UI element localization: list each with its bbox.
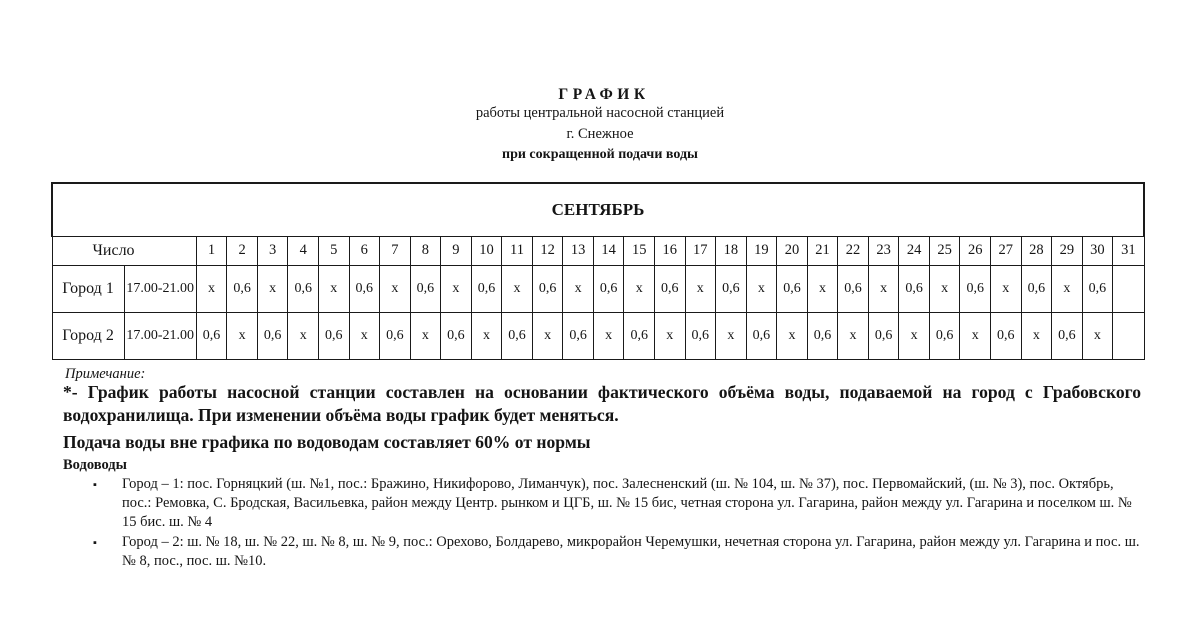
day-number: 25 — [929, 236, 960, 265]
time-cell: 17.00-​21.00 — [124, 312, 196, 359]
schedule-value-cell: х — [716, 312, 747, 359]
schedule-table — [51, 182, 1145, 360]
schedule-condition: при сокращенной подачи воды — [502, 147, 698, 162]
schedule-value-cell: 0,6 — [991, 312, 1022, 359]
schedule-value-cell: х — [746, 265, 777, 312]
day-number: 27 — [991, 236, 1022, 265]
water-main-item-city-1: Город – 1: пос. Горняцкий (ш. №1, пос.: Бражино, Никифорово, Лиманчук), пос. Залесненский (ш. № 104, ш. № 37), пос. Первомайский, (ш. № 3), пос. Октябрь, пос.: Ремовка, С. Бродская, Васильевка, район между Центр. рынком и ЦГБ, ш. № 15 бис, четная сторона ул. Гагарина, район между ул. Гагарина и поселком ш. № 15 бис. ш. № 4 — [122, 476, 1132, 530]
schedule-value-cell: 0,6 — [349, 265, 380, 312]
schedule-value-cell: х — [1052, 265, 1083, 312]
document-title: ГРАФИК — [558, 86, 650, 103]
month-header-cell — [52, 183, 1144, 236]
schedule-value-cell: 0,6 — [777, 265, 808, 312]
day-number: 23 — [868, 236, 899, 265]
schedule-value-cell: х — [1082, 312, 1113, 359]
schedule-value-cell: 0,6 — [868, 312, 899, 359]
schedule-value-cell: 0,6 — [1021, 265, 1052, 312]
day-number: 15 — [624, 236, 655, 265]
schedule-value-cell: х — [288, 312, 319, 359]
day-number: 30 — [1082, 236, 1113, 265]
schedule-value-cell: х — [257, 265, 288, 312]
day-number: 9 — [441, 236, 472, 265]
schedule-value-cell: 0,6 — [1052, 312, 1083, 359]
day-number: 12 — [532, 236, 563, 265]
city-name-cell: Город 2 — [52, 312, 124, 359]
schedule-value-cell: х — [807, 265, 838, 312]
schedule-value-cell: 0,6 — [685, 312, 716, 359]
schedule-value-cell: х — [532, 312, 563, 359]
schedule-value-cell: х — [838, 312, 869, 359]
schedule-value-cell: х — [991, 265, 1022, 312]
day-header-row — [52, 236, 1144, 265]
schedule-value-cell: 0,6 — [654, 265, 685, 312]
schedule-value-cell: 0,6 — [532, 265, 563, 312]
note-label: Примечание: — [65, 366, 146, 382]
table-row — [52, 265, 1144, 312]
schedule-value-cell — [1113, 312, 1144, 359]
schedule-value-cell: х — [471, 312, 502, 359]
bullet-icon: ▪ — [93, 537, 97, 549]
schedule-value-cell: х — [929, 265, 960, 312]
month-label: СЕНТЯБРЬ — [551, 199, 645, 219]
day-number: 21 — [807, 236, 838, 265]
day-number: 3 — [257, 236, 288, 265]
schedule-value-cell: 0,6 — [380, 312, 411, 359]
schedule-value-cell: 0,6 — [441, 312, 472, 359]
schedule-value-cell: х — [654, 312, 685, 359]
schedule-value-cell: х — [349, 312, 380, 359]
day-number: 7 — [380, 236, 411, 265]
schedule-value-cell: 0,6 — [471, 265, 502, 312]
table-row — [52, 312, 1144, 359]
schedule-value-cell: 0,6 — [288, 265, 319, 312]
schedule-value-cell: 0,6 — [593, 265, 624, 312]
schedule-note: *- График работы насосной станции составлен на основании фактического объёма воды, подаваемой на город с Грабовского водохранилища. При изменении объёма воды график будет меняться. — [63, 382, 1141, 425]
schedule-value-cell: х — [410, 312, 441, 359]
day-number: 22 — [838, 236, 869, 265]
schedule-value-cell: х — [899, 312, 930, 359]
schedule-value-cell: 0,6 — [1082, 265, 1113, 312]
schedule-value-cell: х — [777, 312, 808, 359]
day-number: 2 — [227, 236, 258, 265]
schedule-value-cell: х — [196, 265, 227, 312]
day-number: 28 — [1021, 236, 1052, 265]
document-subtitle: работы центральной насосной станцией — [475, 105, 725, 121]
schedule-value-cell — [1113, 265, 1144, 312]
schedule-value-cell: х — [624, 265, 655, 312]
day-number: 17 — [685, 236, 716, 265]
schedule-value-cell: х — [502, 265, 533, 312]
schedule-value-cell: 0,6 — [899, 265, 930, 312]
schedule-value-cell: х — [593, 312, 624, 359]
day-number: 13 — [563, 236, 594, 265]
schedule-value-cell: 0,6 — [227, 265, 258, 312]
day-number: 16 — [654, 236, 685, 265]
schedule-value-cell: 0,6 — [318, 312, 349, 359]
water-mains-heading: Водоводы — [63, 457, 127, 473]
water-main-item-city-2: Город – 2: ш. № 18, ш. № 22, ш. № 8, ш. № 9, пос.: Орехово, Болдарево, микрорайон Черемушки, нечетная сторона ул. Гагарина, район между ул. Гагарина и пос. ш. № 8, пос., пос. ш. №10. — [122, 534, 1140, 569]
time-cell: 17.00-​21.00 — [124, 265, 196, 312]
schedule-value-cell: х — [1021, 312, 1052, 359]
day-number: 20 — [777, 236, 808, 265]
schedule-value-cell: х — [318, 265, 349, 312]
schedule-value-cell: х — [227, 312, 258, 359]
schedule-value-cell: 0,6 — [838, 265, 869, 312]
schedule-value-cell: 0,6 — [196, 312, 227, 359]
day-number: 1 — [196, 236, 227, 265]
city-name-cell: Город 1 — [52, 265, 124, 312]
schedule-value-cell: 0,6 — [563, 312, 594, 359]
day-number: 26 — [960, 236, 991, 265]
day-number: 31 — [1113, 236, 1144, 265]
bullet-icon: ▪ — [93, 479, 97, 491]
schedule-value-cell: 0,6 — [929, 312, 960, 359]
day-number: 6 — [349, 236, 380, 265]
schedule-value-cell: 0,6 — [257, 312, 288, 359]
day-number: 4 — [288, 236, 319, 265]
schedule-value-cell: х — [441, 265, 472, 312]
day-number: 11 — [502, 236, 533, 265]
schedule-value-cell: х — [380, 265, 411, 312]
day-number: 8 — [410, 236, 441, 265]
day-number: 29 — [1052, 236, 1083, 265]
supply-note: Подача воды вне графика по водоводам составляет 60% от нормы — [63, 432, 591, 452]
day-number: 10 — [471, 236, 502, 265]
day-number: 19 — [746, 236, 777, 265]
city-name: г. Снежное — [566, 126, 634, 142]
schedule-value-cell: 0,6 — [746, 312, 777, 359]
day-number: 14 — [593, 236, 624, 265]
day-label: Число — [52, 236, 196, 265]
day-number: 18 — [716, 236, 747, 265]
schedule-value-cell: 0,6 — [960, 265, 991, 312]
schedule-value-cell: 0,6 — [410, 265, 441, 312]
schedule-value-cell: х — [960, 312, 991, 359]
schedule-value-cell: 0,6 — [807, 312, 838, 359]
day-number: 24 — [899, 236, 930, 265]
schedule-value-cell: х — [685, 265, 716, 312]
schedule-value-cell: 0,6 — [624, 312, 655, 359]
schedule-value-cell: 0,6 — [716, 265, 747, 312]
day-number: 5 — [318, 236, 349, 265]
schedule-value-cell: х — [868, 265, 899, 312]
schedule-value-cell: 0,6 — [502, 312, 533, 359]
schedule-value-cell: х — [563, 265, 594, 312]
